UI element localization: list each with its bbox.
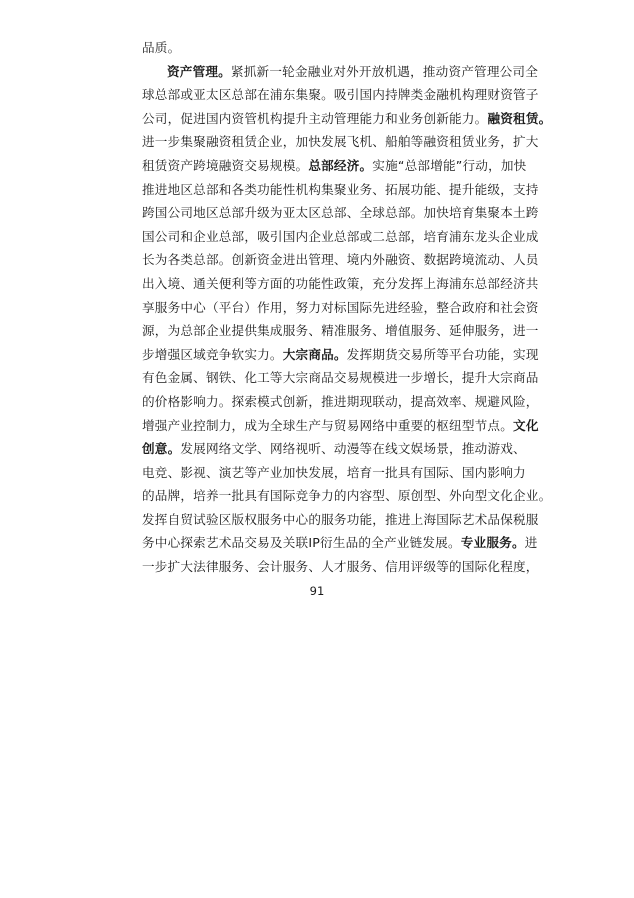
bold-heading-text: 资产管理。 [167,63,231,79]
text-line [142,201,539,225]
text-line [142,36,498,60]
text-line [142,319,539,343]
text-line [142,83,539,107]
text-line [142,390,539,414]
text-line [142,343,539,367]
bold-heading-text: 大宗商品。 [282,346,347,362]
body-text-segment: 的品牌，培养一批具有国际竞争力的内容型、原创型、外向型文化企业。 [142,488,552,504]
body-text-segment: 享服务中心（平台）作用，努力对标国际先进经验，整合政府和社会资 [142,299,539,315]
bold-heading-text: 专业服务。 [460,535,525,551]
text-line [142,366,539,390]
text-line [142,461,526,485]
body-text-segment: 品质。 [142,40,181,55]
body-text-segment: 进 [524,535,538,551]
body-text-segment: 有色金属、钢铁、化工等大宗商品交易规模进一步增长，提升大宗商品 [142,370,539,386]
body-text-segment: 发挥期货交易所等平台功能，实现 [346,346,539,362]
body-text-segment: 国公司和企业总部，吸引国内企业总部或二总部，培育浦东龙头企业成 [142,228,539,244]
text-line [142,437,526,461]
body-text-segment: 出入境、通关便利等方面的功能性政策，充分发挥上海浦东总部经济共 [142,275,539,291]
text-line [142,414,539,438]
body-text-segment: 紧抓新一轮金融业对外开放机遇，推动资产管理公司全 [230,63,539,79]
page-number: 91 [309,584,325,598]
bold-heading-text: 创意。 [142,441,181,457]
bold-heading-text: 融资租赁。 [487,110,552,126]
text-line [142,484,552,508]
text-line [142,272,539,296]
body-text-segment: 租赁资产跨境融资交易规模。 [142,157,309,173]
text-line [142,154,527,178]
text-line [142,248,539,272]
body-text-segment: 增强产业控制力，成为全球生产与贸易网络中重要的枢纽型节点。 [142,417,514,433]
text-line [142,60,539,84]
text-line [142,555,539,579]
text-line [142,178,539,202]
body-text-segment: 长为各类总部。创新资金进出管理、境内外融资、数据跨境流动、人员 [142,252,539,268]
bold-heading-text: 总部经济。 [308,157,373,173]
body-text-segment: 务中心探索艺术品交易及关联IP衍生品的全产业链发展。 [142,535,461,551]
body-text-segment: 实施“总部增能”行动，加快 [372,157,527,173]
body-text-segment: 进一步集聚融资租赁企业，加快发展飞机、船舶等融资租赁业务，扩大 [142,134,539,150]
text-line [142,508,539,532]
body-text-segment: 发展网络文学、网络视听、动漫等在线文娱场景，推动游戏、 [180,441,526,457]
text-line [142,296,539,320]
body-text-segment: 推进地区总部和各类功能性机构集聚业务、拓展功能、提升能级，支持 [142,181,539,197]
body-text-segment: 步增强区域竞争软实力。 [142,346,283,362]
body-text-segment: 跨国公司地区总部升级为亚太区总部、全球总部。加快培育集聚本土跨 [142,205,539,221]
body-text-segment: 发挥自贸试验区版权服务中心的服务功能，推进上海国际艺术品保税服 [142,511,539,527]
body-text-segment: 电竞、影视、演艺等产业加快发展，培育一批具有国际、国内影响力 [142,464,526,480]
body-text-segment: 一步扩大法律服务、会计服务、人才服务、信用评级等的国际化程度， [142,559,539,575]
body-text-segment: 的价格影响力。探索模式创新，推进期现联动，提高效率、规避风险， [142,393,539,409]
text-line [142,225,539,249]
body-text-segment: 球总部或亚太区总部在浦东集聚。吸引国内持牌类金融机构理财资管子 [142,87,539,103]
body-text [142,36,552,579]
text-line [142,130,539,154]
body-text-segment: 源，为总部企业提供集成服务、精准服务、增值服务、延伸服务，进一 [142,323,539,339]
bold-heading-text: 文化 [513,417,539,433]
body-text-segment: 公司，促进国内资管机构提升主动管理能力和业务创新能力。 [142,110,488,126]
text-line [142,531,538,555]
text-line [142,107,552,131]
